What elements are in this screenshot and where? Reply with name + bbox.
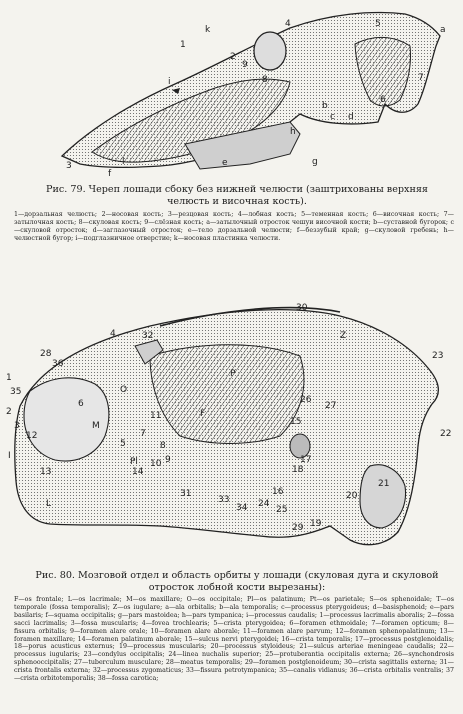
fig80-label: Pl (130, 457, 138, 467)
fig79-legend-item: k—носовая пластинка челюсти. (173, 234, 281, 242)
fig80-label: 24 (258, 499, 270, 509)
fig80-label: 20 (346, 491, 358, 501)
fig80-label: 28 (40, 349, 52, 359)
fig80-legend-item: 2—fossa sacci lacrimalis; (14, 611, 454, 627)
fig80-legend-item: 25—protuberantia occipitalis externa; (265, 651, 391, 659)
fig79-label: c (330, 112, 335, 122)
fig80-legend-item: S—os sphenoidale; (369, 596, 432, 603)
fig79-label: 3 (66, 161, 72, 171)
fig80-label: 9 (165, 455, 171, 465)
fig80-legend-item: 27—tuberculum musculare; (74, 659, 164, 667)
fig80-label: F (200, 409, 206, 419)
fig80-label: 2 (6, 407, 12, 417)
fig80-label: 14 (132, 467, 144, 477)
temporal-fossa (150, 345, 304, 444)
fig80-label: M (92, 421, 100, 431)
fig80-legend-item: 23—condylus occipitalis; (83, 651, 165, 659)
fig80-label: Z (340, 331, 347, 341)
fig80-label: 1 (6, 373, 12, 383)
fig80-label: 11 (150, 411, 162, 421)
fig80-legend-item: 31—crista frontalis externa; (14, 659, 454, 675)
fig79-label: l (122, 157, 125, 167)
fig80-legend-item: b—ala temporalis; (219, 603, 279, 611)
orbit-region (24, 378, 109, 461)
fig80-legend-item: 13—foramen maxillare; (14, 627, 454, 643)
fig80-legend-item: 11—foramen alare parvum; (242, 627, 333, 635)
fig80-label: 23 (432, 351, 444, 361)
figure-79-skull-illustration (0, 4, 463, 182)
fig80-legend-item: 15—sulcus nervi pterygoidei; (184, 635, 279, 643)
fig80-legend-item: c—processus pterygoideus; (281, 603, 370, 611)
fig80-legend-item: 36—crista orbitalis ventralis; (349, 667, 444, 675)
fig79-legend-item: 4—лобная кость; (237, 211, 297, 218)
fig79-legend-item: g—скуловой гребень; (364, 226, 439, 234)
fig80-legend-item: 12—foramen sphenopalatinum; (335, 627, 437, 635)
fig80-label: 12 (26, 431, 38, 441)
fig79-legend-item: 7—затылочная кость; (14, 211, 454, 226)
fig79-legend-item: f—беззубый край; (296, 226, 360, 234)
fig79-legend-item: 8—скуловая кость; (78, 218, 142, 226)
fig80-legend-item: 6—foramen ethmoidale; (289, 619, 368, 627)
fig80-legend-item: 24—linea nuchalis superior; (168, 651, 262, 659)
fig80-legend-item: f—squama occipitalis; (45, 611, 116, 619)
figure-80-skull-illustration (0, 296, 463, 564)
fig80-label: I (8, 451, 11, 461)
fig80-legend-item: 20—processus styloideus; (210, 643, 296, 651)
fig80-legend-item: 29—foramen postglenoideum; (244, 659, 342, 667)
fig79-label: d (348, 112, 354, 122)
fig79-label: b (322, 101, 328, 111)
fig80-legend-item: 17—processus postglenoidalis; (354, 635, 454, 643)
fig80-legend-item: 10—foramen alare aborale; (150, 627, 240, 635)
fig79-label: i (168, 77, 171, 87)
fig79-label: 9 (242, 60, 248, 70)
fig79-legend-item: i—подглазничное отверстие; (75, 234, 172, 242)
fig80-legend-item: F—os frontale; (14, 596, 64, 603)
fig80-label: 18 (292, 465, 304, 475)
fig79-label: h (290, 127, 296, 137)
fig80-legend-item: Pt—os parietale; (309, 596, 365, 603)
fig79-legend-item: c—скуловой отросток; (14, 218, 454, 234)
fig80-label: 36 (52, 359, 64, 369)
fig80-legend-item: 28—meatus temporalis; (165, 659, 243, 667)
fig80-label: 8 (160, 441, 166, 451)
fig79-legend-item: 9—слёзная кость; (144, 218, 204, 226)
fig80-legend-item: 26—synchondrosis sphenooccipitalis; (14, 651, 454, 667)
fig80-label: 10 (150, 459, 162, 469)
fig79-label: a (440, 25, 446, 35)
fig79-legend-item: 6—височная кость; (372, 211, 440, 218)
fig80-legend-item: i—processus caudalis; (246, 611, 318, 619)
fig79-legend-item: d—заглазочный отросток; (92, 226, 183, 234)
fig80-label: 7 (140, 429, 146, 439)
fig80-legend-item: 14—foramen palatinum aborale; (77, 635, 182, 643)
fig79-label: 8 (262, 75, 268, 85)
fig80-legend-item: 19—processus muscularis; (118, 643, 207, 651)
fig80-legend-item: 37—crista orbitotemporalis; (14, 667, 454, 683)
fig79-label: 5 (375, 19, 381, 29)
fig79-legend-item: h—челюстной бугор; (14, 226, 454, 242)
fig79-legend-item: a—затылочный отросток чешуи височной кости; (206, 218, 371, 226)
fig80-legend-item: 3—fossa muscularis; (70, 619, 139, 627)
fig79-label: k (205, 25, 211, 35)
fig79-label: 1 (180, 40, 186, 50)
fig80-label: L (46, 499, 52, 509)
fig80-legend-item: M—os maxillare; (126, 596, 183, 603)
fig80-legend-item: O—os occipitale; (186, 596, 243, 603)
fig80-legend-item: 4—fovea trochlearis; (141, 619, 210, 627)
fig79-legend-item: 1—дорзальная челюсть; (14, 211, 98, 218)
fig80-label: 27 (325, 401, 337, 411)
fig80-label: 19 (310, 519, 322, 529)
fig80-legend-item: 22—processus iugularis; (14, 643, 454, 659)
fig80-label: 5 (120, 439, 126, 449)
fig80-legend-item: h—pars tympanica; (181, 611, 244, 619)
fig79-legend-item: 2—носовая кость; (101, 211, 164, 218)
fig80-label: P (230, 369, 236, 379)
fig80-legend-item: 18—porus acusticus externus; (14, 643, 115, 651)
fig79-label: g (312, 157, 318, 167)
fig80-legend-item: e—pars basilaris; (14, 603, 454, 619)
fig80-label: 26 (300, 395, 312, 405)
fig79-label: e (222, 158, 228, 168)
fig80-label: O (120, 385, 128, 395)
fig80-legend-item: 1—processus lacrimalis aboralis; (319, 611, 426, 619)
fig79-label: 2 (230, 52, 236, 62)
fig80-label: 25 (276, 505, 288, 515)
fig80-legend-item: Z—os iugulare; (112, 603, 163, 611)
fig80-legend-item: 5—crista pterygoidea; (213, 619, 286, 627)
fig80-label: 17 (300, 455, 312, 465)
fig80-legend-item: T—os temporale (fossa temporalis); (14, 596, 454, 611)
fig80-legend-item: 32—processus zygomaticus; (92, 667, 184, 675)
fig80-legend-item: a—ala orbitalis; (165, 603, 217, 611)
fig80-label: 6 (78, 399, 84, 409)
figure-79-caption: Рис. 79. Череп лошади сбоку без нижней челюсти (заштрихованы верхняя челюсть и височная кость). (46, 184, 428, 207)
fig80-legend-item: 30—crista sagittalis externa; (344, 659, 438, 667)
fig80-legend-item: 35—canalis vidianus; (279, 667, 348, 675)
fig79-label: f (108, 169, 112, 179)
figure-79-legend (14, 211, 454, 243)
figure-80-legend (14, 596, 454, 683)
fig80-label: 15 (290, 417, 302, 427)
fig80-label: 16 (272, 487, 284, 497)
fig80-label: 4 (110, 329, 116, 339)
fig80-legend-item: 7—foramen opticum; (371, 619, 440, 627)
fig79-legend-item: 5—теменная кость; (301, 211, 369, 218)
fig80-label: 3 (14, 421, 20, 431)
fig80-label: 30 (296, 303, 308, 313)
fig79-legend-item: e—тело дорзальной челюсти; (187, 226, 292, 234)
fig79-label: 4 (285, 19, 291, 29)
fig80-legend-item: 16—crista temporalis; (281, 635, 353, 643)
fig80-legend-item: d—basisphenoid; (372, 603, 427, 611)
fig80-label: 32 (142, 331, 154, 341)
fig80-label: 34 (236, 503, 248, 513)
fig80-legend-item: 38—fossa carotica; (97, 675, 159, 683)
fig80-label: 29 (292, 523, 304, 533)
fig80-legend-item: g—pars mastoidea; (118, 611, 180, 619)
fig80-label: 21 (378, 479, 390, 489)
fig80-label: 13 (40, 467, 52, 477)
fig80-legend-item: 9—foramen alare orale; (69, 627, 148, 635)
fig80-label: 22 (440, 429, 452, 439)
fig80-legend-item: L—os lacrimale; (67, 596, 122, 603)
fig79-legend-item: b—суставной бугорок; (373, 218, 449, 226)
fig80-legend-item: 33—fissura petrotympanica; (185, 667, 277, 675)
fig80-label: 33 (218, 495, 230, 505)
fig80-label: 35 (10, 387, 22, 397)
fig80-legend-item: 8—fissura orbitalis; (14, 619, 454, 635)
fig80-legend-item: Pl—os palatinum; (247, 596, 306, 603)
fig80-legend-item: 21—sulcus arteriae meningeae caudalis; (299, 643, 436, 651)
fig79-label: 6 (380, 95, 386, 105)
fig80-label: 31 (180, 489, 192, 499)
fig79-label: 7 (418, 73, 424, 83)
figure-80-caption: Рис. 80. Мозговой отдел и область орбиты у лошади (скуловая дуга и скуловой отросток лобной кости вырезаны): (35, 570, 439, 593)
orbit (254, 32, 286, 70)
fig79-legend-item: 3—резцовая кость; (167, 211, 234, 218)
